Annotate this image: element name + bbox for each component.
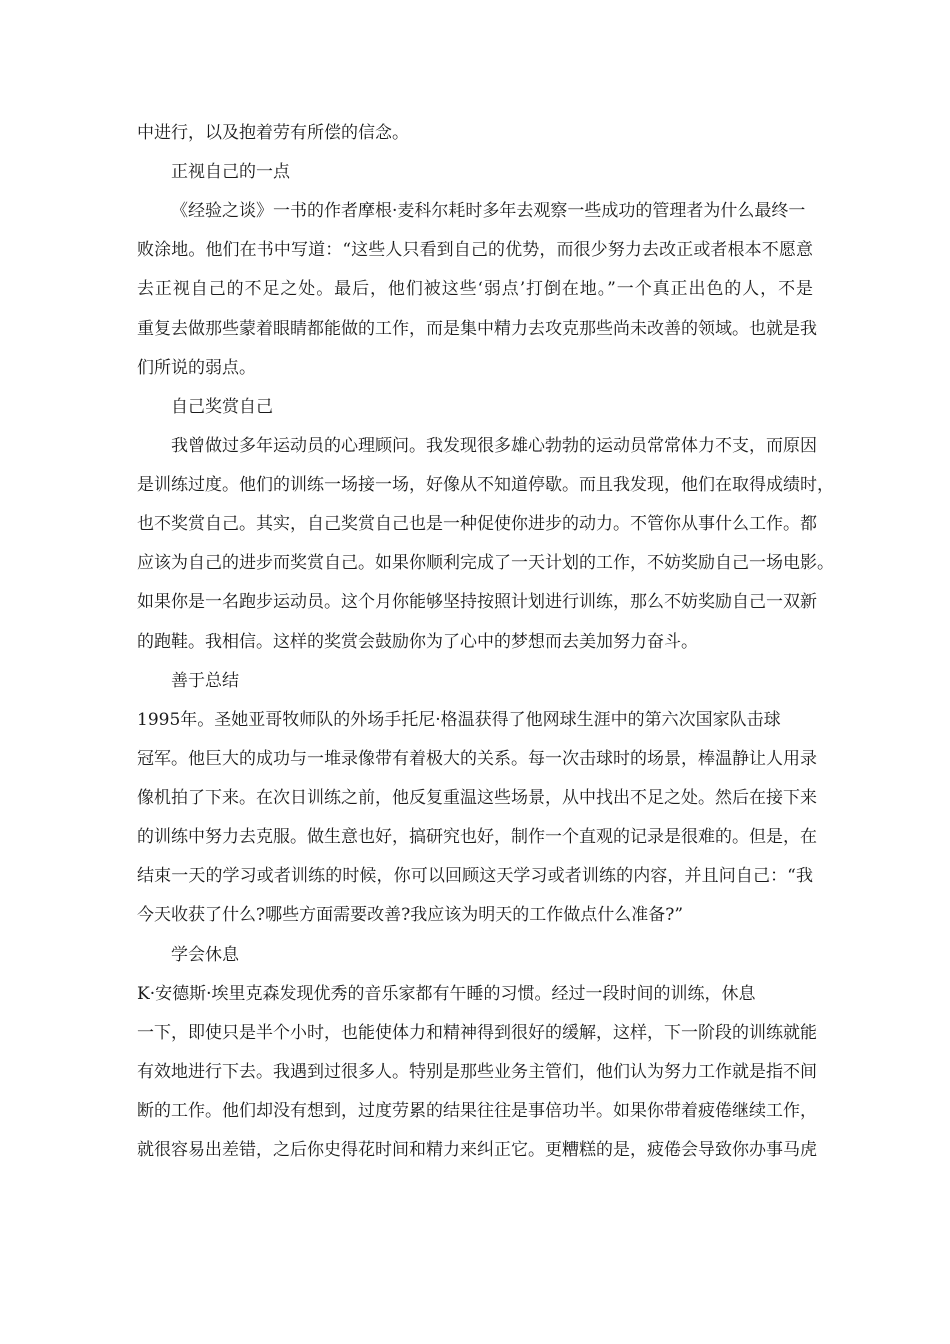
text-line: 像机拍了下来。在次日训练之前，他反复重温这些场景，从中找出不足之处。然后在接下来	[137, 788, 817, 808]
text-line: 中进行，以及抱着劳有所偿的信念。	[137, 123, 409, 143]
text-line: 《经验之谈》一书的作者摩根·麦科尔耗时多年去观察一些成功的管理者为什么最终一	[171, 201, 806, 221]
text-line: 的跑鞋。我相信。这样的奖赏会鼓励你为了心中的梦想而去美加努力奋斗。	[137, 632, 698, 652]
text-line: K·安德斯·埃里克森发现优秀的音乐家都有午睡的习惯。经过一段时间的训练，休息	[137, 984, 756, 1004]
text-line: 1995年。圣她亚哥牧师队的外场手托尼·格温获得了他网球生涯中的第六次国家队击球	[137, 710, 781, 730]
text-line: 应该为自己的进步而奖赏自己。如果你顺利完成了一天计划的工作，不妨奖励自己一场电影。	[137, 553, 834, 573]
text-line: 结束一天的学习或者训练的时候，你可以回顾这天学习或者训练的内容，并且问自己：“我	[137, 866, 813, 886]
text-line: 有效地进行下去。我遇到过很多人。特别是那些业务主管们，他们认为努力工作就是指不间	[137, 1062, 817, 1082]
text-line: 的训练中努力去克服。做生意也好，搞研究也好，制作一个直观的记录是很难的。但是，在	[137, 827, 817, 847]
text-line: 们所说的弱点。	[137, 358, 256, 378]
text-line: 我曾做过多年运动员的心理顾问。我发现很多雄心勃勃的运动员常常体力不支，而原因	[171, 436, 817, 456]
text-line: 败涂地。他们在书中写道：“这些人只看到自己的优势，而很少努力去改正或者根本不愿意	[137, 240, 813, 260]
section-heading: 学会休息	[171, 945, 239, 965]
text-line: 一下，即使只是半个小时，也能使体力和精神得到很好的缓解，这样，下一阶段的训练就能	[137, 1023, 817, 1043]
text-line: 也不奖赏自己。其实，自己奖赏自己也是一种促使你进步的动力。不管你从事什么工作。都	[137, 514, 817, 534]
section-heading: 自己奖赏自己	[171, 397, 273, 417]
text-line: 是训练过度。他们的训练一场接一场，好像从不知道停歇。而且我发现，他们在取得成绩时，	[137, 475, 834, 495]
text-line: 今天收获了什么?哪些方面需要改善?我应该为明天的工作做点什么准备?”	[137, 905, 684, 925]
text-line: 冠军。他巨大的成功与一堆录像带有着极大的关系。每一次击球时的场景，棒温静让人用录	[137, 749, 817, 769]
text-line: 如果你是一名跑步运动员。这个月你能够坚持按照计划进行训练，那么不妨奖励自己一双新	[137, 592, 817, 612]
text-line: 重复去做那些蒙着眼睛都能做的工作，而是集中精力去攻克那些尚未改善的领域。也就是我	[137, 319, 817, 339]
text-line: 断的工作。他们却没有想到，过度劳累的结果往往是事倍功半。如果你带着疲倦继续工作，	[137, 1101, 817, 1121]
text-line: 就很容易出差错，之后你史得花时间和精力来纠正它。更糟糕的是，疲倦会导致你办事马虎	[137, 1140, 817, 1160]
section-heading: 善于总结	[171, 671, 239, 691]
section-heading: 正视自己的一点	[171, 162, 290, 182]
text-line: 去正视自己的不足之处。最后，他们被这些‘弱点’打倒在地。”一个真正出色的人，不是	[137, 279, 813, 299]
